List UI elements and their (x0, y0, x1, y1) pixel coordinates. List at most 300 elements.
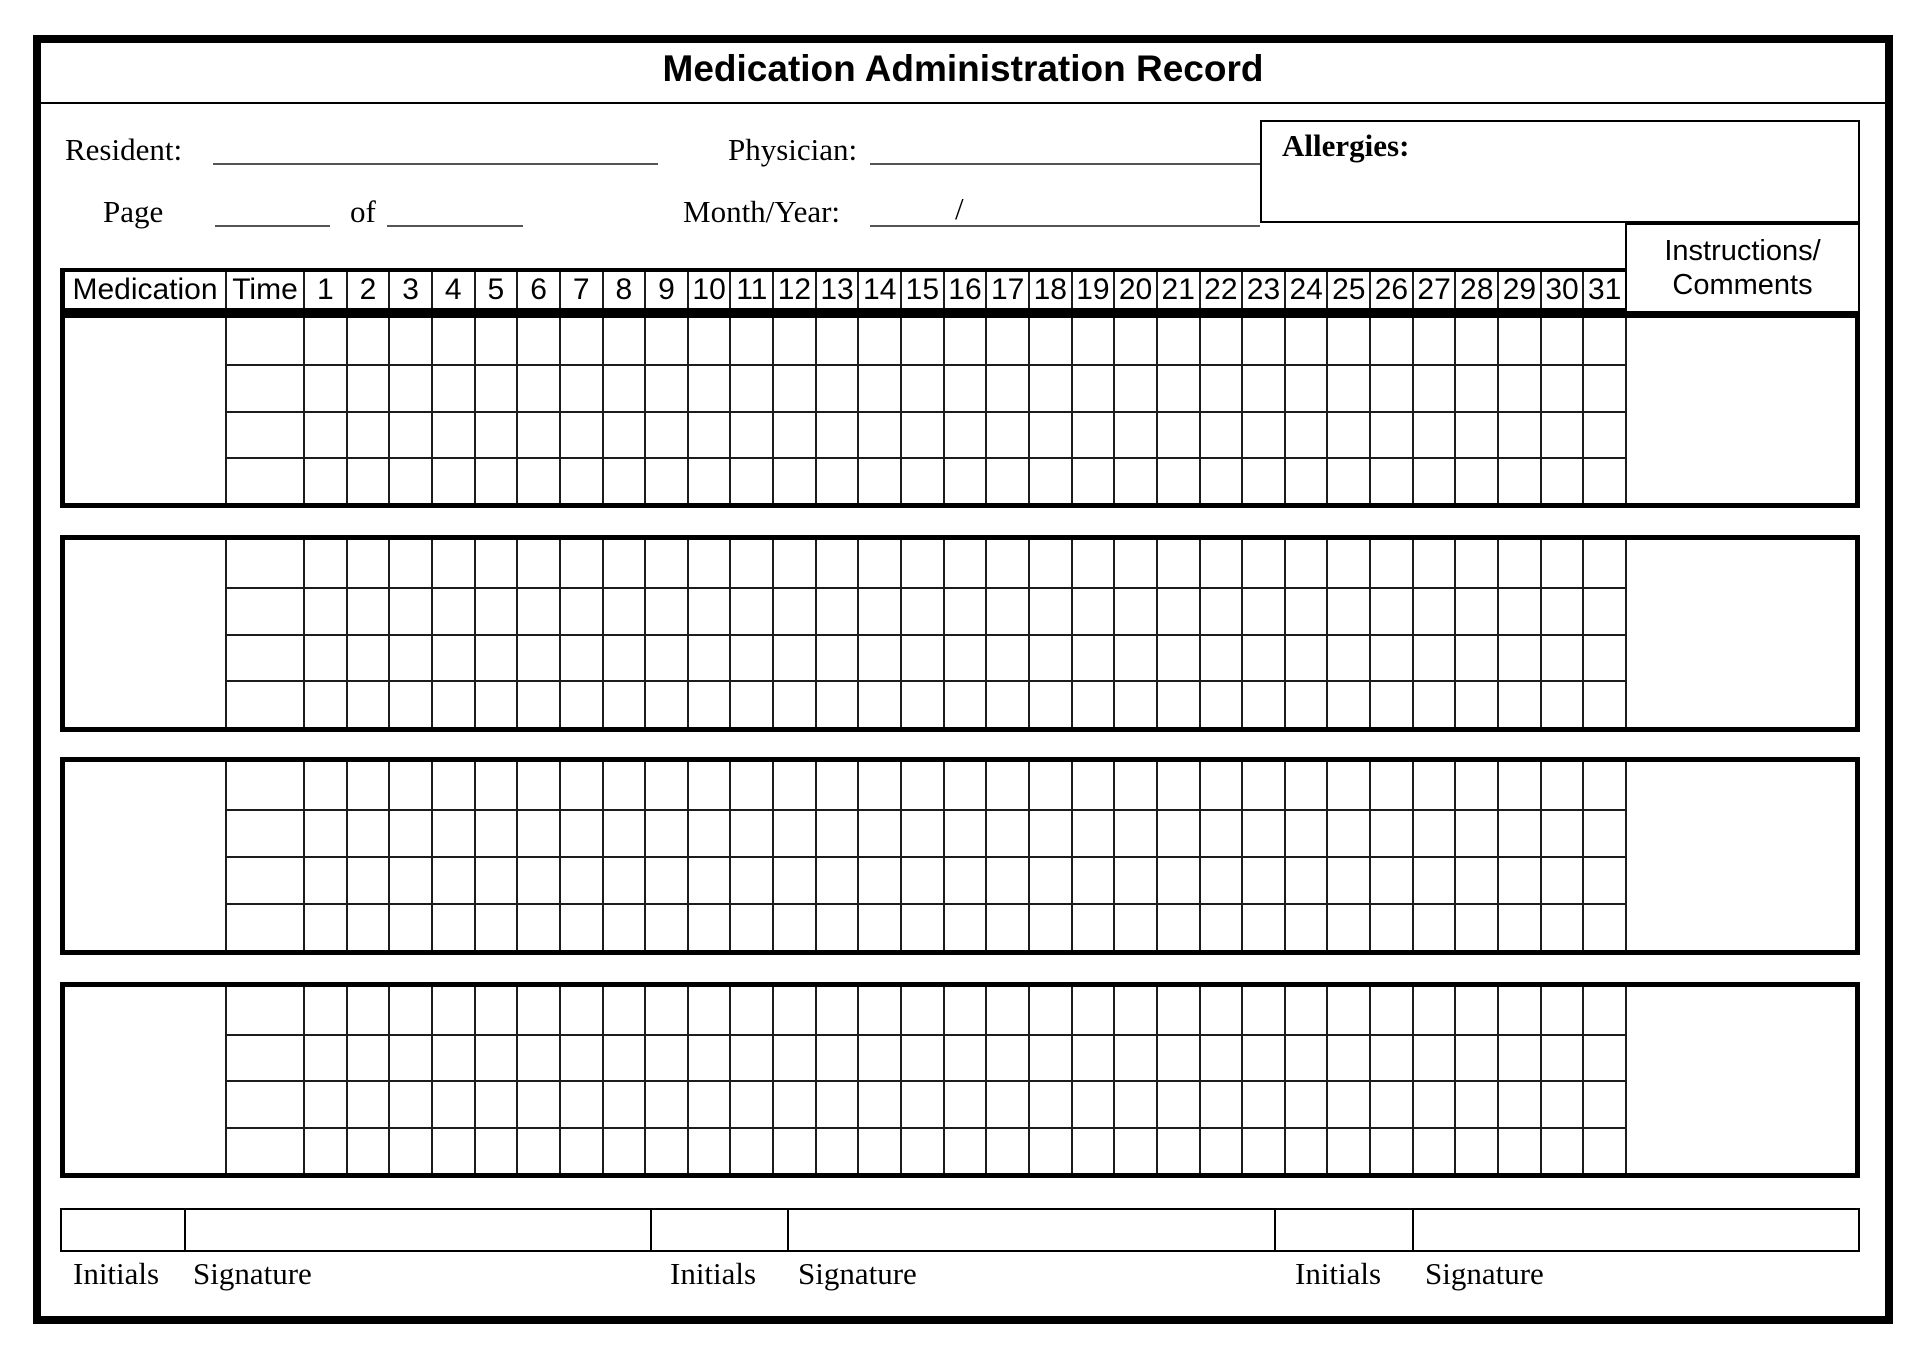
day-cell[interactable] (602, 1080, 645, 1127)
day-cell[interactable] (1156, 457, 1199, 503)
day-cell[interactable] (559, 680, 602, 727)
day-cell[interactable] (559, 634, 602, 681)
day-cell[interactable] (687, 903, 730, 950)
day-cell[interactable] (1369, 457, 1412, 503)
day-cell[interactable] (1454, 587, 1497, 634)
day-cell[interactable] (1284, 457, 1327, 503)
day-cell[interactable] (1071, 1127, 1114, 1174)
day-cell[interactable] (729, 411, 772, 457)
day-cell[interactable] (388, 540, 431, 587)
day-cell[interactable] (900, 762, 943, 809)
day-cell[interactable] (516, 587, 559, 634)
day-cell[interactable] (474, 903, 517, 950)
day-cell[interactable] (1241, 856, 1284, 903)
day-cell[interactable] (1412, 587, 1455, 634)
day-cell[interactable] (943, 587, 986, 634)
day-cell[interactable] (729, 987, 772, 1034)
day-cell[interactable] (388, 903, 431, 950)
day-cell[interactable] (1241, 1034, 1284, 1081)
day-cell[interactable] (857, 987, 900, 1034)
day-cell[interactable] (1071, 1080, 1114, 1127)
day-cell[interactable] (559, 809, 602, 856)
day-cell[interactable] (1540, 987, 1583, 1034)
day-cell[interactable] (1369, 809, 1412, 856)
day-cell[interactable] (431, 987, 474, 1034)
day-cell[interactable] (516, 762, 559, 809)
day-cell[interactable] (1156, 318, 1199, 364)
day-cell[interactable] (1028, 634, 1071, 681)
day-cell[interactable] (772, 1080, 815, 1127)
day-cell[interactable] (303, 457, 346, 503)
day-cell[interactable] (1369, 856, 1412, 903)
day-cell[interactable] (687, 1080, 730, 1127)
day-cell[interactable] (985, 903, 1028, 950)
day-cell[interactable] (474, 587, 517, 634)
day-cell[interactable] (1156, 680, 1199, 727)
day-cell[interactable] (388, 1034, 431, 1081)
day-cell[interactable] (602, 1034, 645, 1081)
day-cell[interactable] (1412, 540, 1455, 587)
day-cell[interactable] (1241, 903, 1284, 950)
day-cell[interactable] (1113, 364, 1156, 410)
day-cell[interactable] (516, 364, 559, 410)
day-cell[interactable] (857, 1034, 900, 1081)
day-cell[interactable] (900, 457, 943, 503)
day-cell[interactable] (1071, 903, 1114, 950)
day-cell[interactable] (1156, 1034, 1199, 1081)
day-cell[interactable] (815, 318, 858, 364)
day-cell[interactable] (1284, 680, 1327, 727)
day-cell[interactable] (1582, 634, 1625, 681)
day-cell[interactable] (431, 587, 474, 634)
day-cell[interactable] (474, 987, 517, 1034)
day-cell[interactable] (602, 762, 645, 809)
day-cell[interactable] (1156, 634, 1199, 681)
day-cell[interactable] (1284, 1080, 1327, 1127)
day-cell[interactable] (644, 540, 687, 587)
day-cell[interactable] (900, 634, 943, 681)
day-cell[interactable] (1284, 318, 1327, 364)
day-cell[interactable] (1284, 903, 1327, 950)
day-cell[interactable] (729, 903, 772, 950)
day-cell[interactable] (985, 318, 1028, 364)
day-cell[interactable] (1412, 856, 1455, 903)
day-cell[interactable] (1412, 364, 1455, 410)
day-cell[interactable] (1199, 1080, 1242, 1127)
day-cell[interactable] (1454, 457, 1497, 503)
day-cell[interactable] (985, 540, 1028, 587)
day-cell[interactable] (1326, 856, 1369, 903)
day-cell[interactable] (1497, 1127, 1540, 1174)
day-cell[interactable] (644, 411, 687, 457)
day-cell[interactable] (388, 856, 431, 903)
day-cell[interactable] (1454, 1034, 1497, 1081)
day-cell[interactable] (1199, 903, 1242, 950)
day-cell[interactable] (346, 987, 389, 1034)
day-cell[interactable] (602, 1127, 645, 1174)
day-cell[interactable] (1199, 457, 1242, 503)
day-cell[interactable] (1326, 1034, 1369, 1081)
day-cell[interactable] (1540, 364, 1583, 410)
signature-box[interactable] (787, 1210, 1274, 1250)
day-cell[interactable] (1412, 987, 1455, 1034)
day-cell[interactable] (1028, 987, 1071, 1034)
day-cell[interactable] (943, 1080, 986, 1127)
day-cell[interactable] (943, 762, 986, 809)
day-cell[interactable] (857, 634, 900, 681)
day-cell[interactable] (815, 809, 858, 856)
day-cell[interactable] (431, 809, 474, 856)
day-cell[interactable] (943, 856, 986, 903)
day-cell[interactable] (1028, 1127, 1071, 1174)
day-cell[interactable] (1369, 540, 1412, 587)
day-cell[interactable] (559, 762, 602, 809)
day-cell[interactable] (687, 762, 730, 809)
day-cell[interactable] (602, 856, 645, 903)
day-cell[interactable] (1369, 1127, 1412, 1174)
day-cell[interactable] (687, 680, 730, 727)
day-cell[interactable] (857, 1080, 900, 1127)
day-cell[interactable] (1540, 411, 1583, 457)
day-cell[interactable] (1497, 856, 1540, 903)
day-cell[interactable] (687, 634, 730, 681)
day-cell[interactable] (474, 762, 517, 809)
day-cell[interactable] (516, 903, 559, 950)
day-cell[interactable] (559, 1034, 602, 1081)
day-cell[interactable] (1326, 1080, 1369, 1127)
day-cell[interactable] (729, 1080, 772, 1127)
day-cell[interactable] (1028, 1034, 1071, 1081)
day-cell[interactable] (985, 856, 1028, 903)
day-cell[interactable] (1199, 540, 1242, 587)
time-cell[interactable] (225, 680, 303, 727)
day-cell[interactable] (1156, 364, 1199, 410)
day-cell[interactable] (516, 411, 559, 457)
day-cell[interactable] (1156, 587, 1199, 634)
time-cell[interactable] (225, 1127, 303, 1174)
day-cell[interactable] (516, 987, 559, 1034)
day-cell[interactable] (900, 1034, 943, 1081)
medication-cell[interactable] (65, 318, 225, 503)
day-cell[interactable] (1156, 1080, 1199, 1127)
day-cell[interactable] (1326, 1127, 1369, 1174)
day-cell[interactable] (772, 680, 815, 727)
page-number-line[interactable] (215, 225, 330, 227)
day-cell[interactable] (1412, 457, 1455, 503)
day-cell[interactable] (1284, 1127, 1327, 1174)
day-cell[interactable] (1113, 457, 1156, 503)
day-cell[interactable] (474, 411, 517, 457)
day-cell[interactable] (687, 457, 730, 503)
day-cell[interactable] (1540, 540, 1583, 587)
day-cell[interactable] (346, 1127, 389, 1174)
day-cell[interactable] (303, 680, 346, 727)
day-cell[interactable] (900, 1127, 943, 1174)
day-cell[interactable] (1071, 587, 1114, 634)
day-cell[interactable] (644, 457, 687, 503)
day-cell[interactable] (346, 903, 389, 950)
day-cell[interactable] (857, 680, 900, 727)
day-cell[interactable] (943, 1034, 986, 1081)
day-cell[interactable] (857, 457, 900, 503)
day-cell[interactable] (1071, 318, 1114, 364)
day-cell[interactable] (815, 364, 858, 410)
instructions-cell[interactable] (1625, 762, 1855, 950)
signature-box[interactable] (1412, 1210, 1858, 1250)
day-cell[interactable] (1540, 1034, 1583, 1081)
day-cell[interactable] (1369, 1034, 1412, 1081)
day-cell[interactable] (1284, 634, 1327, 681)
day-cell[interactable] (1540, 457, 1583, 503)
day-cell[interactable] (985, 809, 1028, 856)
day-cell[interactable] (1412, 680, 1455, 727)
day-cell[interactable] (1454, 318, 1497, 364)
day-cell[interactable] (1369, 903, 1412, 950)
day-cell[interactable] (1540, 318, 1583, 364)
day-cell[interactable] (1369, 364, 1412, 410)
day-cell[interactable] (1326, 587, 1369, 634)
day-cell[interactable] (1113, 318, 1156, 364)
day-cell[interactable] (1156, 903, 1199, 950)
day-cell[interactable] (1199, 634, 1242, 681)
day-cell[interactable] (602, 457, 645, 503)
day-cell[interactable] (1241, 1127, 1284, 1174)
day-cell[interactable] (1582, 1127, 1625, 1174)
day-cell[interactable] (516, 1034, 559, 1081)
day-cell[interactable] (1326, 411, 1369, 457)
day-cell[interactable] (431, 411, 474, 457)
day-cell[interactable] (857, 318, 900, 364)
day-cell[interactable] (1113, 540, 1156, 587)
day-cell[interactable] (729, 457, 772, 503)
day-cell[interactable] (1540, 762, 1583, 809)
day-cell[interactable] (729, 1034, 772, 1081)
day-cell[interactable] (943, 987, 986, 1034)
day-cell[interactable] (644, 762, 687, 809)
day-cell[interactable] (1156, 809, 1199, 856)
day-cell[interactable] (1582, 809, 1625, 856)
day-cell[interactable] (1326, 680, 1369, 727)
day-cell[interactable] (772, 540, 815, 587)
day-cell[interactable] (431, 1034, 474, 1081)
day-cell[interactable] (1113, 1127, 1156, 1174)
day-cell[interactable] (1071, 809, 1114, 856)
day-cell[interactable] (1199, 809, 1242, 856)
day-cell[interactable] (1454, 903, 1497, 950)
day-cell[interactable] (985, 1080, 1028, 1127)
day-cell[interactable] (474, 680, 517, 727)
day-cell[interactable] (644, 1034, 687, 1081)
day-cell[interactable] (687, 411, 730, 457)
day-cell[interactable] (1241, 540, 1284, 587)
day-cell[interactable] (303, 987, 346, 1034)
day-cell[interactable] (1113, 809, 1156, 856)
day-cell[interactable] (346, 318, 389, 364)
day-cell[interactable] (1454, 411, 1497, 457)
day-cell[interactable] (1241, 457, 1284, 503)
day-cell[interactable] (1113, 1080, 1156, 1127)
time-cell[interactable] (225, 856, 303, 903)
day-cell[interactable] (1199, 411, 1242, 457)
day-cell[interactable] (1156, 762, 1199, 809)
medication-cell[interactable] (65, 762, 225, 950)
day-cell[interactable] (985, 987, 1028, 1034)
day-cell[interactable] (1369, 1080, 1412, 1127)
initials-box[interactable] (62, 1210, 184, 1250)
day-cell[interactable] (943, 364, 986, 410)
day-cell[interactable] (1497, 762, 1540, 809)
day-cell[interactable] (1369, 411, 1412, 457)
resident-input-line[interactable] (213, 163, 658, 165)
day-cell[interactable] (1156, 987, 1199, 1034)
day-cell[interactable] (474, 634, 517, 681)
day-cell[interactable] (1028, 364, 1071, 410)
day-cell[interactable] (1369, 987, 1412, 1034)
day-cell[interactable] (346, 587, 389, 634)
day-cell[interactable] (346, 1080, 389, 1127)
day-cell[interactable] (1369, 680, 1412, 727)
time-cell[interactable] (225, 987, 303, 1034)
day-cell[interactable] (687, 1127, 730, 1174)
day-cell[interactable] (1369, 318, 1412, 364)
day-cell[interactable] (857, 411, 900, 457)
day-cell[interactable] (1071, 987, 1114, 1034)
day-cell[interactable] (1454, 634, 1497, 681)
time-cell[interactable] (225, 364, 303, 410)
day-cell[interactable] (1412, 809, 1455, 856)
day-cell[interactable] (602, 587, 645, 634)
day-cell[interactable] (857, 762, 900, 809)
time-cell[interactable] (225, 809, 303, 856)
day-cell[interactable] (388, 457, 431, 503)
day-cell[interactable] (943, 1127, 986, 1174)
day-cell[interactable] (815, 903, 858, 950)
day-cell[interactable] (388, 587, 431, 634)
day-cell[interactable] (602, 364, 645, 410)
day-cell[interactable] (1497, 987, 1540, 1034)
day-cell[interactable] (602, 903, 645, 950)
day-cell[interactable] (1241, 364, 1284, 410)
day-cell[interactable] (943, 411, 986, 457)
day-cell[interactable] (431, 457, 474, 503)
day-cell[interactable] (1199, 364, 1242, 410)
day-cell[interactable] (1113, 1034, 1156, 1081)
day-cell[interactable] (985, 411, 1028, 457)
day-cell[interactable] (1540, 634, 1583, 681)
month-year-input-line[interactable] (870, 225, 1260, 227)
day-cell[interactable] (559, 1080, 602, 1127)
day-cell[interactable] (1326, 364, 1369, 410)
day-cell[interactable] (644, 809, 687, 856)
day-cell[interactable] (1241, 762, 1284, 809)
time-cell[interactable] (225, 540, 303, 587)
day-cell[interactable] (644, 364, 687, 410)
day-cell[interactable] (1028, 762, 1071, 809)
instructions-cell[interactable] (1625, 987, 1855, 1173)
time-cell[interactable] (225, 411, 303, 457)
day-cell[interactable] (1582, 318, 1625, 364)
day-cell[interactable] (1412, 903, 1455, 950)
day-cell[interactable] (1412, 1034, 1455, 1081)
day-cell[interactable] (1582, 364, 1625, 410)
day-cell[interactable] (388, 318, 431, 364)
day-cell[interactable] (815, 762, 858, 809)
day-cell[interactable] (772, 364, 815, 410)
instructions-cell[interactable] (1625, 318, 1855, 503)
day-cell[interactable] (857, 903, 900, 950)
day-cell[interactable] (687, 318, 730, 364)
day-cell[interactable] (1497, 809, 1540, 856)
physician-input-line[interactable] (870, 163, 1260, 165)
day-cell[interactable] (346, 1034, 389, 1081)
day-cell[interactable] (1284, 762, 1327, 809)
day-cell[interactable] (1540, 903, 1583, 950)
day-cell[interactable] (857, 809, 900, 856)
day-cell[interactable] (729, 634, 772, 681)
day-cell[interactable] (900, 318, 943, 364)
time-cell[interactable] (225, 634, 303, 681)
day-cell[interactable] (1326, 987, 1369, 1034)
day-cell[interactable] (1582, 762, 1625, 809)
day-cell[interactable] (985, 634, 1028, 681)
day-cell[interactable] (1412, 318, 1455, 364)
day-cell[interactable] (559, 903, 602, 950)
day-cell[interactable] (474, 364, 517, 410)
day-cell[interactable] (1156, 856, 1199, 903)
day-cell[interactable] (303, 1080, 346, 1127)
day-cell[interactable] (815, 587, 858, 634)
day-cell[interactable] (516, 634, 559, 681)
day-cell[interactable] (687, 540, 730, 587)
allergies-box[interactable] (1260, 120, 1860, 223)
day-cell[interactable] (857, 364, 900, 410)
day-cell[interactable] (388, 1127, 431, 1174)
day-cell[interactable] (1454, 540, 1497, 587)
day-cell[interactable] (857, 587, 900, 634)
day-cell[interactable] (1369, 762, 1412, 809)
day-cell[interactable] (687, 587, 730, 634)
day-cell[interactable] (1284, 809, 1327, 856)
day-cell[interactable] (985, 1127, 1028, 1174)
day-cell[interactable] (772, 1034, 815, 1081)
day-cell[interactable] (1113, 987, 1156, 1034)
day-cell[interactable] (602, 634, 645, 681)
time-cell[interactable] (225, 318, 303, 364)
day-cell[interactable] (1241, 809, 1284, 856)
day-cell[interactable] (303, 903, 346, 950)
day-cell[interactable] (1199, 762, 1242, 809)
day-cell[interactable] (772, 587, 815, 634)
day-cell[interactable] (431, 762, 474, 809)
day-cell[interactable] (303, 540, 346, 587)
day-cell[interactable] (900, 809, 943, 856)
day-cell[interactable] (1540, 1127, 1583, 1174)
day-cell[interactable] (1284, 1034, 1327, 1081)
day-cell[interactable] (516, 856, 559, 903)
day-cell[interactable] (1497, 587, 1540, 634)
day-cell[interactable] (772, 856, 815, 903)
day-cell[interactable] (474, 809, 517, 856)
day-cell[interactable] (1028, 903, 1071, 950)
day-cell[interactable] (1199, 318, 1242, 364)
day-cell[interactable] (943, 809, 986, 856)
time-cell[interactable] (225, 587, 303, 634)
day-cell[interactable] (644, 318, 687, 364)
day-cell[interactable] (815, 540, 858, 587)
day-cell[interactable] (1497, 1034, 1540, 1081)
day-cell[interactable] (1412, 1080, 1455, 1127)
day-cell[interactable] (1497, 364, 1540, 410)
